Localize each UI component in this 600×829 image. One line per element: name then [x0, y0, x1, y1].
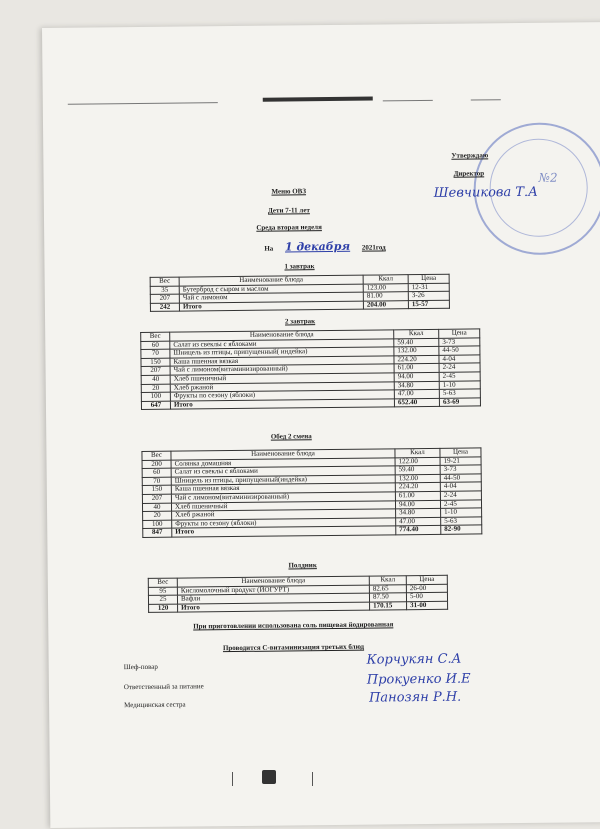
dish-cell: Фрукты по сезону (яблоки)	[172, 518, 396, 529]
col-header-price: Цена	[440, 448, 481, 457]
price-cell: 3-73	[439, 338, 480, 347]
section-title-snack: Полдник	[288, 561, 317, 570]
menu-title: Меню ОВЗ	[271, 187, 307, 196]
total-row	[141, 398, 480, 410]
dish-cell: Шницель из птицы, припущенный( индейка)	[170, 347, 394, 358]
price-cell: 31-00	[407, 601, 448, 610]
bottom-mark-right	[312, 772, 313, 786]
total-row	[143, 525, 482, 537]
weight-cell: 150	[141, 358, 170, 367]
kcal-cell: 82.65	[369, 584, 406, 593]
price-cell: 44-50	[439, 346, 480, 355]
signature-role: Медицинская сестра	[124, 700, 186, 710]
price-cell: 19-21	[440, 457, 481, 466]
signature-role: Шеф-повар	[123, 662, 158, 672]
weight-cell: 70	[141, 349, 170, 358]
dish-cell: Каша пшенная вязкая	[170, 356, 394, 367]
weight-cell: 200	[142, 460, 171, 469]
price-cell: 1-10	[439, 380, 480, 389]
kcal-cell: 774.40	[396, 526, 441, 535]
kcal-cell: 123.00	[363, 283, 408, 292]
director-label: Директор	[453, 169, 485, 178]
price-cell: 82-90	[441, 525, 482, 534]
kcal-cell: 132.00	[395, 474, 440, 483]
kcal-cell: 59.40	[394, 338, 439, 347]
video-icon	[262, 770, 276, 784]
col-header-weight: Вес	[150, 277, 179, 286]
dish-cell: Итого	[178, 602, 370, 613]
weight-cell: 647	[141, 401, 170, 410]
kcal-cell: 87.50	[369, 593, 406, 602]
dish-cell: Чай с лимоном(витаминизированный)	[170, 364, 394, 375]
date-prefix: На	[264, 244, 274, 253]
dish-cell: Хлеб пшеничный	[170, 373, 394, 384]
col-header-kcal: Ккал	[369, 576, 406, 585]
bottom-mark-left	[232, 772, 233, 786]
dish-cell: Хлеб ржаной	[172, 509, 396, 520]
section-title-lunch: Обед 2 смена	[270, 432, 312, 441]
note-salt: При приготовлении использована соль пищевая йодированная	[193, 620, 394, 631]
weight-cell: 207	[141, 367, 170, 376]
col-header-price: Цена	[408, 274, 449, 283]
col-header-weight: Вес	[142, 451, 171, 460]
top-dashed-line-right	[471, 99, 501, 100]
price-cell: 44-50	[440, 474, 481, 483]
col-header-weight: Вес	[141, 332, 170, 341]
kcal-cell: 122.00	[395, 457, 440, 466]
lunch-table	[141, 447, 482, 537]
weight-cell: 25	[148, 595, 177, 604]
col-header-price: Цена	[439, 329, 480, 338]
price-cell: 5-63	[441, 517, 482, 526]
dish-cell: Хлеб пшеничный	[171, 500, 395, 511]
col-header-dish: Наименование блюда	[171, 449, 395, 460]
kcal-cell: 224.20	[395, 483, 440, 492]
kcal-cell: 170.15	[370, 601, 407, 610]
price-cell: 2-45	[439, 372, 480, 381]
kcal-cell: 61.00	[394, 364, 439, 373]
col-header-dish: Наименование блюда	[177, 576, 369, 587]
dish-cell: Хлеб ржаной	[170, 381, 394, 392]
signature-nurse: Панозян Р.Н.	[368, 689, 462, 706]
weight-cell: 70	[142, 477, 171, 486]
col-header-kcal: Ккал	[395, 448, 440, 457]
weight-cell: 120	[149, 604, 178, 613]
snack-table	[148, 575, 448, 614]
dish-cell: Фрукты по сезону (яблоки)	[170, 390, 394, 401]
weight-cell: 100	[141, 392, 170, 401]
dish-cell: Салат из свеклы с яблоками	[171, 466, 395, 477]
col-header-weight: Вес	[148, 578, 177, 587]
kcal-cell: 204.00	[363, 300, 408, 309]
weight-cell: 100	[143, 520, 172, 529]
kcal-cell: 47.00	[396, 517, 441, 526]
kcal-cell: 59.40	[395, 466, 440, 475]
price-cell: 2-24	[439, 363, 480, 372]
weight-cell: 207	[150, 294, 179, 303]
price-cell: 1-10	[441, 508, 482, 517]
age-group: Дети 7-11 лет	[267, 206, 310, 215]
weight-cell: 207	[142, 494, 171, 503]
col-header-kcal: Ккал	[394, 329, 439, 338]
price-cell: 3-26	[408, 291, 449, 300]
dish-cell: Кисломолочный продукт (ЙОГУРТ)	[177, 585, 369, 596]
price-cell: 2-24	[440, 491, 481, 500]
price-cell: 2-45	[440, 499, 481, 508]
section-title-breakfast1: 1 завтрак	[284, 262, 315, 271]
weight-cell: 20	[143, 511, 172, 520]
kcal-cell: 81.00	[363, 292, 408, 301]
section-title-breakfast2: 2 завтрак	[284, 317, 316, 326]
weight-cell: 40	[141, 375, 170, 384]
signature-chef: Корчукян С.А	[366, 651, 462, 668]
dish-cell: Солянка домашняя	[171, 457, 395, 468]
dish-cell: Итого	[170, 399, 394, 410]
kcal-cell: 61.00	[395, 491, 440, 500]
date-line	[264, 239, 386, 253]
weight-cell: 60	[142, 468, 171, 477]
dish-cell: Итого	[179, 301, 363, 312]
weight-cell: 35	[150, 286, 179, 295]
price-cell: 15-57	[408, 300, 449, 309]
kcal-cell: 652.40	[394, 398, 439, 407]
dish-cell: Чай с лимоном(витаминизированный)	[171, 492, 395, 503]
note-vitamin: Проводится С-витаминизация третьих блюд	[222, 642, 365, 653]
signature-role: Ответственный за питание	[123, 682, 204, 692]
price-cell: 4-04	[440, 482, 481, 491]
price-cell: 63-69	[439, 398, 480, 407]
menu-sheet	[42, 22, 600, 828]
dish-cell: Чай с лимоном	[179, 292, 363, 303]
kcal-cell: 34.80	[396, 509, 441, 518]
signature-responsible: Прокуенко И.Е	[366, 671, 471, 688]
day-of-week: Среда вторая неделя	[256, 223, 322, 232]
col-header-kcal: Ккал	[363, 275, 408, 284]
dish-cell: Салат из свеклы с яблоками	[170, 338, 394, 349]
date-handwritten: 1 декабря	[284, 239, 351, 254]
col-header-dish: Наименование блюда	[179, 275, 363, 286]
top-dashed-line-mid	[383, 100, 433, 102]
weight-cell: 40	[142, 503, 171, 512]
weight-cell: 95	[148, 587, 177, 596]
price-cell: 12-31	[408, 283, 449, 292]
kcal-cell: 132.00	[394, 347, 439, 356]
approve-label: Утверждаю	[451, 151, 489, 160]
price-cell: 3-73	[440, 465, 481, 474]
kcal-cell: 94.00	[395, 500, 440, 509]
price-cell: 5-63	[439, 389, 480, 398]
total-row	[150, 300, 449, 312]
kcal-cell: 224.20	[394, 355, 439, 364]
price-cell: 4-04	[439, 355, 480, 364]
director-signature: Шевчикова Т.А	[433, 184, 539, 201]
weight-cell: 20	[141, 384, 170, 393]
weight-cell: 60	[141, 341, 170, 350]
dish-cell: Каша пшенная вязкая	[171, 483, 395, 494]
dish-cell: Бутерброд с сыром и маслом	[179, 284, 363, 295]
date-year: 2021год	[361, 243, 386, 252]
kcal-cell: 47.00	[394, 390, 439, 399]
top-bar-scan-mark	[263, 97, 373, 102]
stamp-text: №2	[538, 170, 558, 185]
price-cell: 26-00	[406, 584, 447, 593]
price-cell: 5-00	[406, 592, 447, 601]
col-header-price: Цена	[406, 575, 447, 584]
kcal-cell: 34.80	[394, 381, 439, 390]
kcal-cell: 94.00	[394, 372, 439, 381]
dish-cell: Шницель из птицы, припущенный(индейка)	[171, 475, 395, 486]
breakfast2-table	[140, 328, 481, 410]
weight-cell: 242	[150, 303, 179, 312]
dish-cell: Итого	[172, 526, 396, 537]
dish-cell: Вафли	[177, 593, 369, 604]
total-row	[149, 601, 448, 613]
weight-cell: 847	[143, 529, 172, 538]
top-dashed-line-left	[68, 102, 218, 105]
col-header-dish: Наименование блюда	[170, 330, 394, 341]
weight-cell: 150	[142, 486, 171, 495]
breakfast1-table	[150, 274, 450, 313]
